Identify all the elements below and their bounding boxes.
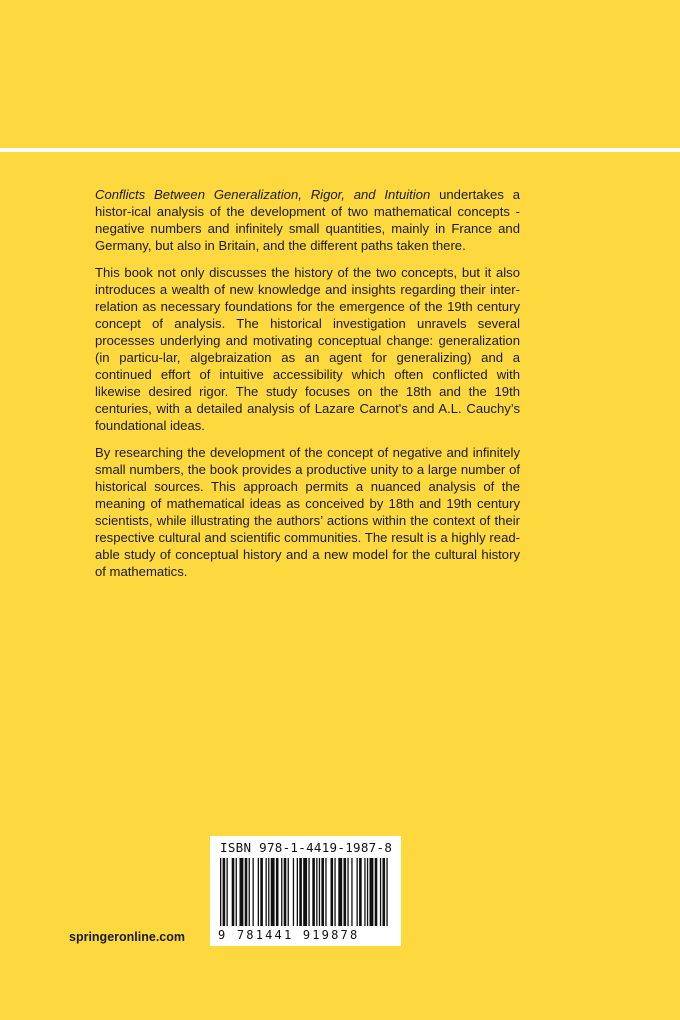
barcode-bar — [260, 858, 263, 926]
header-divider-rule — [0, 148, 680, 152]
barcode-bar — [271, 858, 275, 926]
ean-digits: 9 781441 919878 — [218, 928, 360, 942]
barcode-bar — [347, 858, 348, 926]
isbn-label: ISBN 978-1-4419-1987-8 — [220, 840, 393, 855]
barcode-bar — [308, 858, 309, 926]
book-title-italic: Conflicts Between Generalization, Rigor, and Intuition — [95, 187, 431, 202]
barcode-bar — [334, 858, 335, 926]
publisher-website: springeronline.com — [69, 930, 185, 944]
barcode-bar — [258, 858, 259, 926]
barcode-bar — [338, 858, 342, 926]
barcode-bar — [370, 858, 374, 926]
blurb-paragraph-3: By researching the development of the concept of negative and infinitely small numbers, the book provides a productive unity to a large number of historical sources. This approach permits a nuanced analysis of the meaning of mathematical ideas as conceived by 18th and 19th century scientists, while illustrating the authors’ actions within the context of their respective cultural and scientific communities. The result is a highly read-able study of conceptual history and a new model for the cultural history of mathematics. — [95, 445, 520, 579]
barcode-bar — [281, 858, 282, 926]
isbn-barcode — [210, 836, 401, 946]
barcode-bar — [359, 858, 362, 926]
barcode-bar — [223, 858, 226, 926]
barcode-bar — [312, 858, 315, 926]
barcode-bar — [357, 858, 358, 926]
barcode-bar — [288, 858, 289, 926]
barcode-bar — [319, 858, 320, 926]
barcode-bar — [351, 858, 352, 926]
barcode-bar — [236, 858, 237, 926]
barcode-bar — [331, 858, 334, 926]
barcode-bar — [364, 858, 365, 926]
barcode-bar — [367, 858, 368, 926]
barcode-bar — [266, 858, 267, 926]
barcode-bars — [218, 858, 394, 928]
barcode-bar — [276, 858, 279, 926]
barcode-bar — [240, 858, 244, 926]
barcode-bar — [249, 858, 250, 926]
barcode-bar — [344, 858, 347, 926]
barcode-bar — [325, 858, 326, 926]
blurb-paragraph-1-text: undertakes a histor-ical analysis of the development of two mathematical concepts -negative numbers and infinitely small quantities, mainly in France and Germany, but also in Britain, and the different paths taken there. — [95, 187, 520, 253]
barcode-bar — [299, 858, 302, 926]
blurb-paragraph-1 — [95, 186, 520, 254]
barcode-bar — [380, 858, 381, 926]
barcode-bar — [232, 858, 235, 926]
barcode-bar — [316, 858, 317, 926]
barcode-bar — [375, 858, 378, 926]
barcode-bar — [253, 858, 254, 926]
barcode-bar — [220, 858, 221, 926]
barcode-bar — [383, 858, 386, 926]
barcode-bar — [268, 858, 269, 926]
barcode-bar — [227, 858, 228, 926]
barcode-bar — [245, 858, 248, 926]
blurb-paragraph-2: This book not only discusses the history of the two concepts, but it also introduces a wealth of new knowledge and insights regarding their inter-relation as necessary foundations for the emergence of the 19th century concept of analysis. The historical investigation unravels several processes underlying and motivating conceptual change: generalization (in particu-lar, algebraization as an agent for generalizing) and a continued effort of intuitive accessibility which often conflicted with likewise desired rigor. The study focuses on the 18th and the 19th centuries, with a detailed analysis of Lazare Carnot's and A.L. Cauchy’s foundational ideas. — [95, 265, 520, 433]
barcode-bar — [303, 858, 307, 926]
barcode-bar — [297, 858, 298, 926]
barcode-bar — [386, 858, 387, 926]
barcode-bar — [321, 858, 324, 926]
barcode-bar — [284, 858, 287, 926]
barcode-bar — [293, 858, 294, 926]
back-cover-blurb — [95, 186, 520, 590]
